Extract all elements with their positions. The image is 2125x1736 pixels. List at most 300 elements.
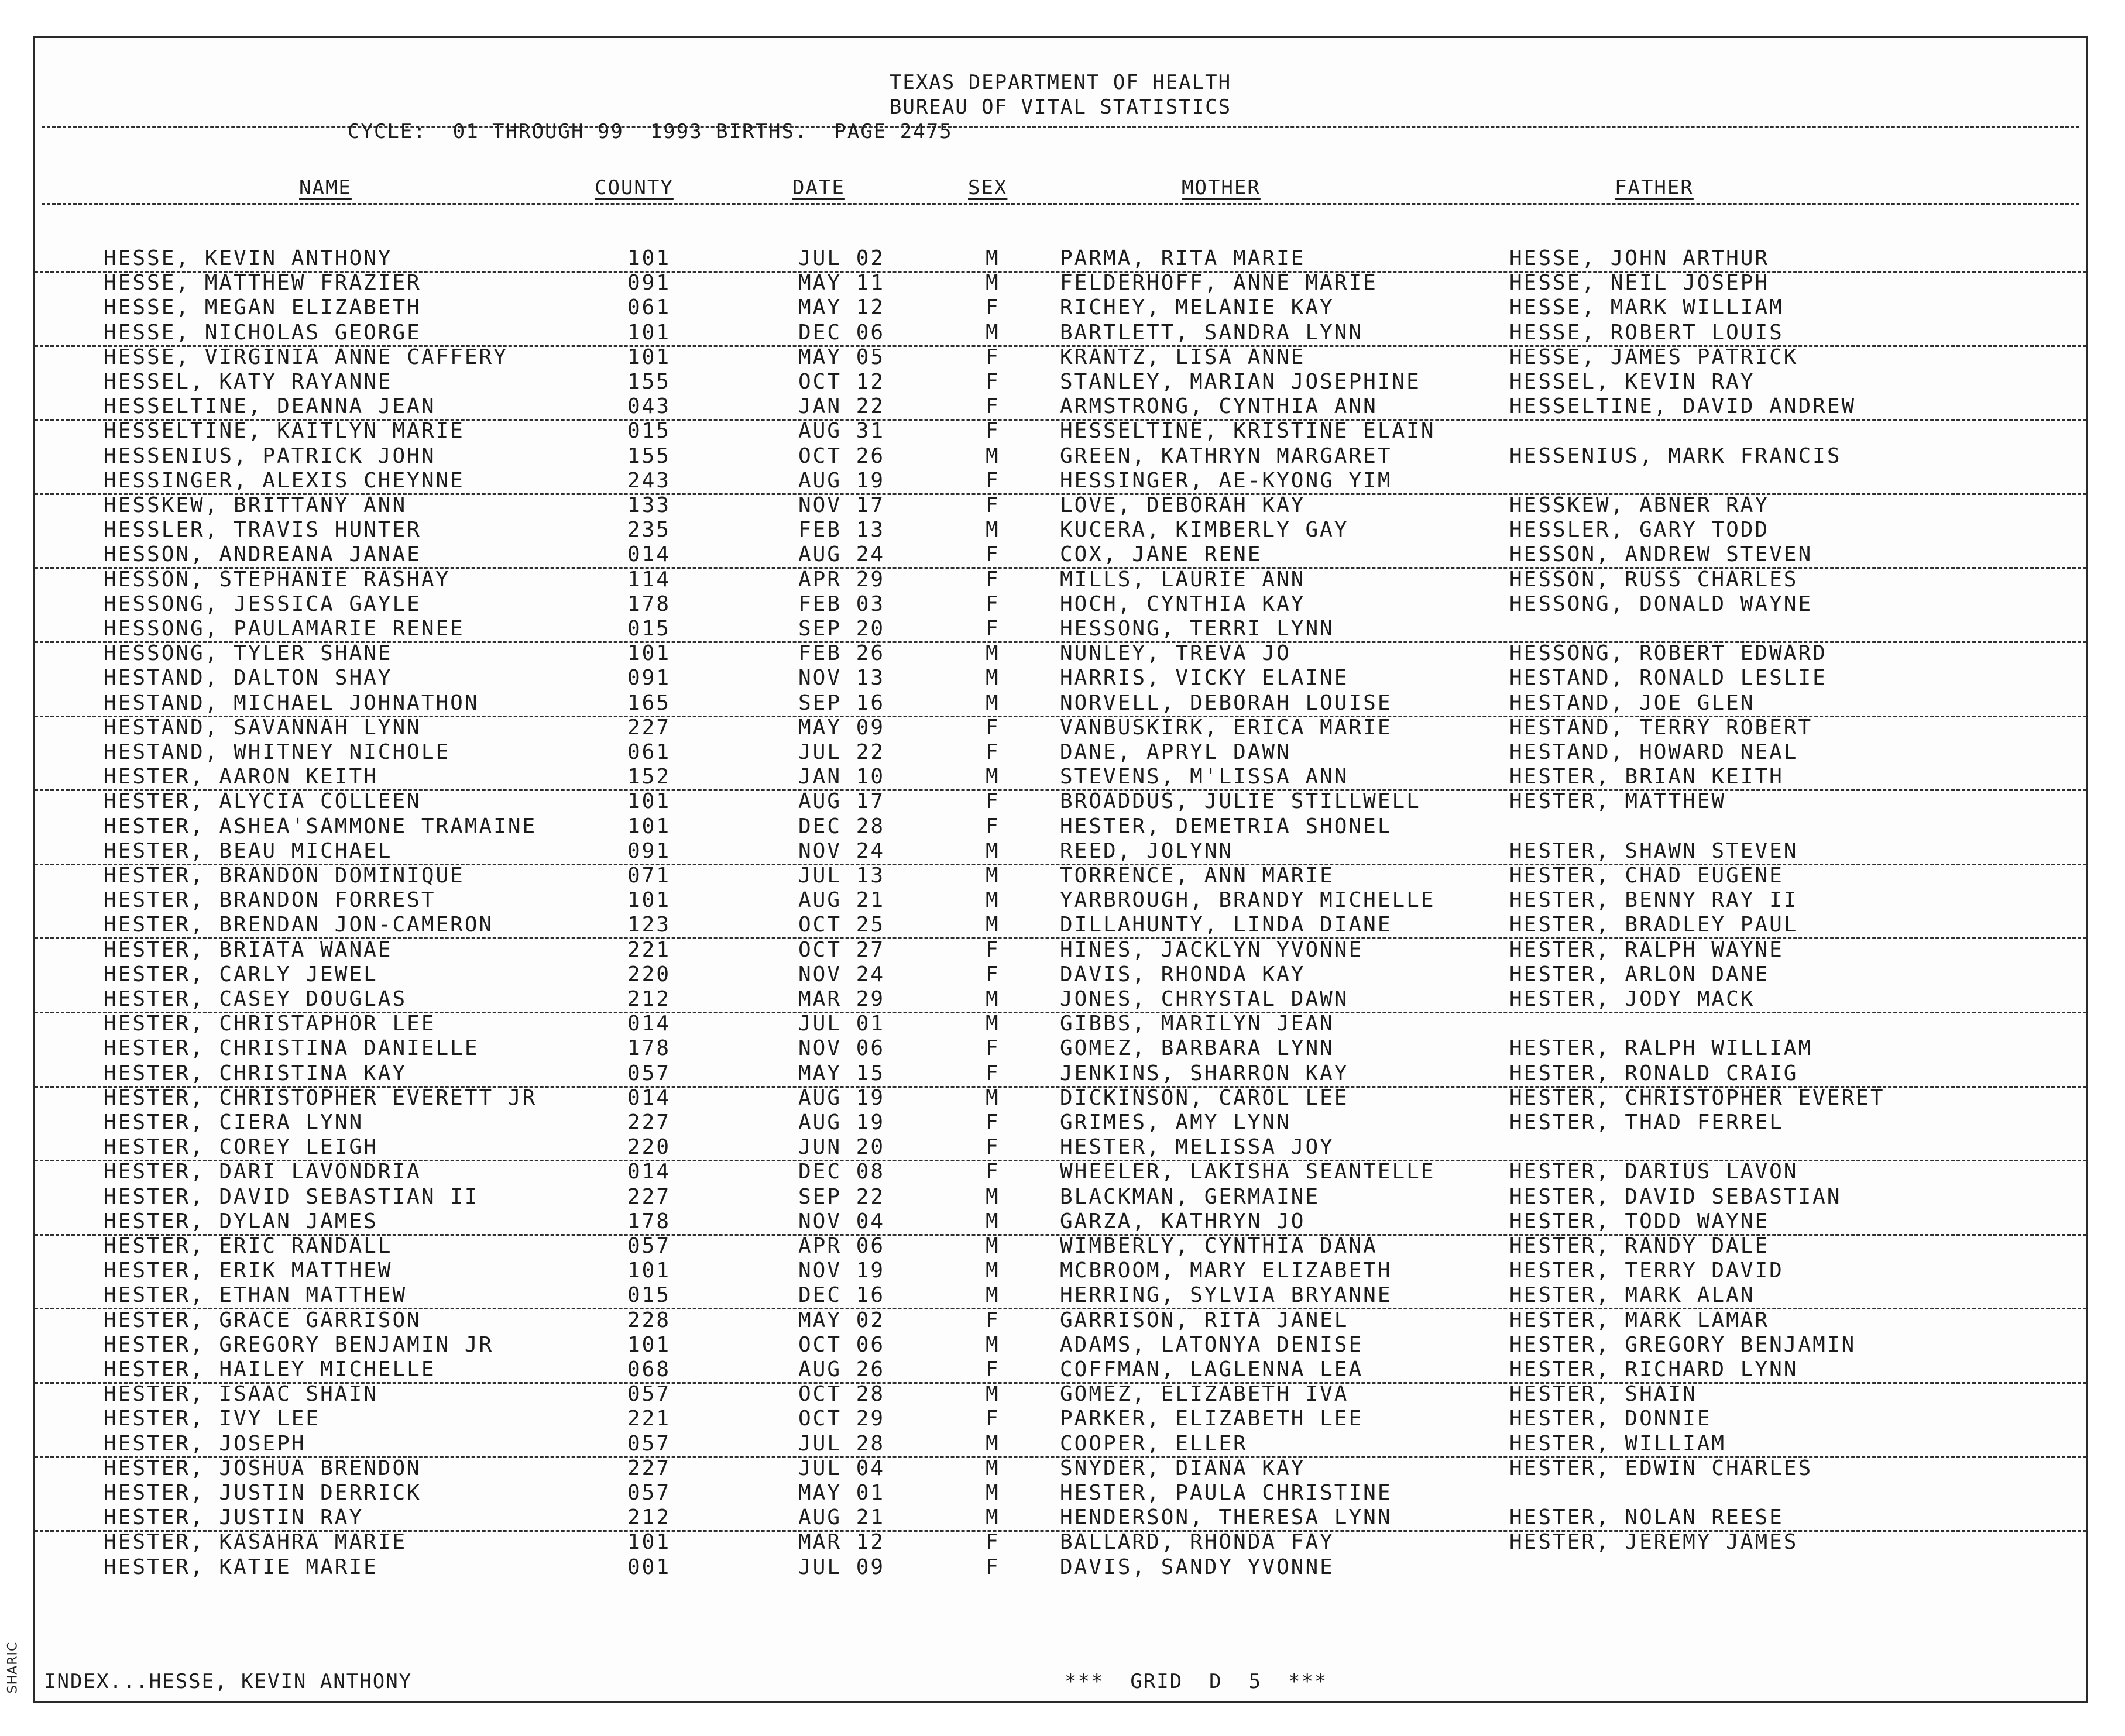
table-row	[35, 1160, 2086, 1184]
date-cell: DEC 16	[798, 1283, 885, 1308]
mother-cell: BALLARD, RHONDA FAY	[1060, 1530, 1334, 1555]
county-cell: 101	[627, 345, 671, 369]
table-row	[35, 716, 2086, 740]
name-cell: HESTER, AARON KEITH	[104, 765, 378, 789]
sex-cell: M	[986, 1234, 1000, 1258]
county-cell: 101	[627, 1259, 671, 1283]
table-row	[35, 1505, 2086, 1532]
mother-cell: YARBROUGH, BRANDY MICHELLE	[1060, 888, 1436, 913]
county-cell: 068	[627, 1357, 671, 1381]
county-cell: 091	[627, 666, 671, 690]
name-cell: HESTER, CHRISTINA KAY	[104, 1061, 407, 1085]
table-row	[35, 1209, 2086, 1236]
date-cell: SEP 20	[798, 617, 885, 641]
name-cell: HESTER, KASAHRA MARIE	[104, 1530, 407, 1555]
date-cell: OCT 28	[798, 1382, 885, 1407]
sex-cell: F	[986, 962, 1000, 986]
date-cell: DEC 06	[798, 320, 885, 345]
table-row	[35, 493, 2086, 518]
name-cell: HESSEL, KATY RAYANNE	[104, 370, 393, 394]
date-cell: AUG 19	[798, 1111, 885, 1135]
table-row	[35, 864, 2086, 888]
date-cell: AUG 31	[798, 419, 885, 444]
mother-cell: HESSINGER, AE-KYONG YIM	[1060, 468, 1392, 493]
sex-cell: M	[986, 888, 1000, 913]
county-cell: 212	[627, 987, 671, 1011]
table-row	[35, 1555, 2086, 1580]
mother-cell: TORRENCE, ANN MARIE	[1060, 864, 1334, 888]
name-cell: HESTER, CHRISTAPHOR LEE	[104, 1012, 436, 1036]
mother-cell: WHEELER, LAKISHA SEANTELLE	[1060, 1160, 1436, 1184]
county-cell: 057	[627, 1481, 671, 1505]
father-cell: HESSONG, ROBERT EDWARD	[1509, 641, 1827, 666]
mother-cell: GIBBS, MARILYN JEAN	[1060, 1012, 1334, 1036]
father-cell: HESSONG, DONALD WAYNE	[1509, 592, 1813, 616]
father-cell: HESTER, RALPH WAYNE	[1509, 937, 1784, 962]
mother-cell: GOMEZ, BARBARA LYNN	[1060, 1036, 1334, 1061]
name-cell: HESSE, VIRGINIA ANNE CAFFERY	[104, 345, 508, 369]
name-cell: HESTAND, MICHAEL JOHNATHON	[104, 690, 479, 715]
mother-cell: GARZA, KATHRYN JO	[1060, 1209, 1306, 1233]
table-row	[35, 568, 2086, 592]
county-cell: 221	[627, 1407, 671, 1431]
date-cell: FEB 13	[798, 518, 885, 542]
date-cell: JUL 22	[798, 740, 885, 764]
sex-cell: F	[986, 1308, 1000, 1332]
county-cell: 061	[627, 295, 671, 320]
name-cell: HESTER, GRACE GARRISON	[104, 1308, 421, 1332]
name-cell: HESSELTINE, DEANNA JEAN	[104, 394, 436, 419]
county-cell: 227	[627, 1111, 671, 1135]
father-cell: HESSE, JAMES PATRICK	[1509, 345, 1798, 369]
name-cell: HESTAND, SAVANNAH LYNN	[104, 715, 421, 740]
father-cell: HESTER, NOLAN REESE	[1509, 1505, 1784, 1530]
county-cell: 227	[627, 1456, 671, 1480]
mother-cell: KUCERA, KIMBERLY GAY	[1060, 518, 1349, 542]
mother-cell: DILLAHUNTY, LINDA DIANE	[1060, 913, 1392, 937]
sex-cell: M	[986, 246, 1000, 270]
name-cell: HESTAND, DALTON SHAY	[104, 666, 393, 690]
sex-cell: F	[986, 1036, 1000, 1061]
father-cell: HESTER, BENNY RAY II	[1509, 888, 1798, 913]
name-cell: HESTER, ASHEA'SAMMONE TRAMAINE	[104, 814, 537, 838]
date-cell: MAY 12	[798, 295, 885, 320]
date-cell: JUL 13	[798, 864, 885, 888]
sex-cell: M	[986, 1085, 1000, 1110]
name-cell: HESTER, CHRISTINA DANIELLE	[104, 1036, 479, 1061]
county-cell: 101	[627, 814, 671, 838]
table-row	[35, 691, 2086, 717]
table-row	[35, 1456, 2086, 1481]
mother-cell: HESTER, DEMETRIA SHONEL	[1060, 814, 1392, 838]
table-row	[35, 938, 2086, 962]
table-row	[35, 1357, 2086, 1384]
sex-cell: F	[986, 715, 1000, 740]
table-row	[35, 1185, 2086, 1209]
sex-cell: M	[986, 1505, 1000, 1530]
date-cell: JUL 09	[798, 1555, 885, 1579]
sex-cell: F	[986, 1061, 1000, 1085]
sex-cell: F	[986, 1407, 1000, 1431]
mother-cell: GRIMES, AMY LYNN	[1060, 1111, 1291, 1135]
column-header-date: DATE	[792, 176, 845, 200]
mother-cell: DANE, APRYL DAWN	[1060, 740, 1291, 764]
mother-cell: BLACKMAN, GERMAINE	[1060, 1184, 1320, 1209]
sex-cell: F	[986, 419, 1000, 444]
table-row	[35, 814, 2086, 839]
column-header-county: COUNTY	[595, 176, 674, 200]
county-cell: 155	[627, 370, 671, 394]
name-cell: HESSE, KEVIN ANTHONY	[104, 246, 393, 270]
table-row	[35, 1135, 2086, 1161]
table-row	[35, 913, 2086, 939]
county-cell: 165	[627, 690, 671, 715]
father-cell: HESSE, MARK WILLIAM	[1509, 295, 1784, 320]
name-cell: HESTER, ERIC RANDALL	[104, 1234, 393, 1258]
name-cell: HESTER, CHRISTOPHER EVERETT JR	[104, 1085, 537, 1110]
name-cell: HESTER, COREY LEIGH	[104, 1135, 378, 1160]
name-cell: HESTER, CARLY JEWEL	[104, 962, 378, 986]
mother-cell: MCBROOM, MARY ELIZABETH	[1060, 1259, 1392, 1283]
table-row	[35, 1407, 2086, 1431]
county-cell: 133	[627, 493, 671, 517]
name-cell: HESTER, IVY LEE	[104, 1407, 321, 1431]
sex-cell: F	[986, 937, 1000, 962]
mother-cell: ARMSTRONG, CYNTHIA ANN	[1060, 394, 1378, 419]
father-cell: HESTER, RONALD CRAIG	[1509, 1061, 1798, 1085]
mother-cell: PARMA, RITA MARIE	[1060, 246, 1306, 270]
mother-cell: COOPER, ELLER	[1060, 1431, 1248, 1456]
county-cell: 101	[627, 888, 671, 913]
father-cell: HESTER, BRADLEY PAUL	[1509, 913, 1798, 937]
table-row	[35, 592, 2086, 617]
sex-cell: F	[986, 370, 1000, 394]
bureau-title: BUREAU OF VITAL STATISTICS	[889, 95, 1232, 119]
table-row	[35, 321, 2086, 347]
name-cell: HESSENIUS, PATRICK JOHN	[104, 444, 436, 468]
county-cell: 227	[627, 715, 671, 740]
mother-cell: GREEN, KATHRYN MARGARET	[1060, 444, 1392, 468]
father-cell: HESSELTINE, DAVID ANDREW	[1509, 394, 1856, 419]
name-cell: HESSONG, JESSICA GAYLE	[104, 592, 421, 616]
index-footer: INDEX...HESSE, KEVIN ANTHONY	[44, 1670, 413, 1693]
mother-cell: HESTER, PAULA CHRISTINE	[1060, 1481, 1392, 1505]
table-row	[35, 469, 2086, 495]
sex-cell: M	[986, 1431, 1000, 1456]
grid-footer: *** GRID D 5 ***	[1065, 1670, 1328, 1693]
father-cell: HESTER, MARK ALAN	[1509, 1283, 1755, 1308]
table-row	[35, 641, 2086, 666]
county-cell: 178	[627, 1209, 671, 1233]
sex-cell: M	[986, 1184, 1000, 1209]
name-cell: HESSON, STEPHANIE RASHAY	[104, 567, 451, 592]
county-cell: 235	[627, 518, 671, 542]
name-cell: HESTER, HAILEY MICHELLE	[104, 1357, 436, 1381]
table-row	[35, 1259, 2086, 1283]
county-cell: 071	[627, 864, 671, 888]
mother-cell: COX, JANE RENE	[1060, 542, 1262, 567]
table-row	[35, 295, 2086, 320]
county-cell: 178	[627, 1036, 671, 1061]
date-cell: NOV 24	[798, 962, 885, 986]
table-row	[35, 839, 2086, 865]
date-cell: OCT 25	[798, 913, 885, 937]
mother-cell: KRANTZ, LISA ANNE	[1060, 345, 1306, 369]
father-cell: HESSE, JOHN ARTHUR	[1509, 246, 1770, 270]
sex-cell: M	[986, 1481, 1000, 1505]
date-cell: JUL 28	[798, 1431, 885, 1456]
mother-cell: HOCH, CYNTHIA KAY	[1060, 592, 1306, 616]
sex-cell: F	[986, 1555, 1000, 1579]
father-cell: HESSKEW, ABNER RAY	[1509, 493, 1770, 517]
header-rule-bottom	[42, 203, 2079, 205]
name-cell: HESSELTINE, KAITLYN MARIE	[104, 419, 465, 444]
sex-cell: F	[986, 493, 1000, 517]
name-cell: HESTER, CASEY DOUGLAS	[104, 987, 407, 1011]
sex-cell: M	[986, 765, 1000, 789]
table-row	[35, 394, 2086, 421]
name-cell: HESTER, ISAAC SHAIN	[104, 1382, 378, 1407]
sex-cell: M	[986, 690, 1000, 715]
table-row	[35, 1481, 2086, 1505]
father-cell: HESTER, THAD FERREL	[1509, 1111, 1784, 1135]
date-cell: SEP 22	[798, 1184, 885, 1209]
sex-cell: M	[986, 1382, 1000, 1407]
sex-cell: F	[986, 468, 1000, 493]
table-row	[35, 345, 2086, 370]
county-cell: 015	[627, 617, 671, 641]
mother-cell: ADAMS, LATONYA DENISE	[1060, 1332, 1364, 1357]
table-row	[35, 765, 2086, 791]
table-row	[35, 740, 2086, 765]
county-cell: 152	[627, 765, 671, 789]
father-cell: HESSE, ROBERT LOUIS	[1509, 320, 1784, 345]
date-cell: MAY 01	[798, 1481, 885, 1505]
county-cell: 043	[627, 394, 671, 419]
mother-cell: DAVIS, SANDY YVONNE	[1060, 1555, 1334, 1579]
mother-cell: VANBUSKIRK, ERICA MARIE	[1060, 715, 1392, 740]
sex-cell: M	[986, 987, 1000, 1011]
county-cell: 057	[627, 1234, 671, 1258]
name-cell: HESTAND, WHITNEY NICHOLE	[104, 740, 451, 764]
county-cell: 057	[627, 1431, 671, 1456]
name-cell: HESSKEW, BRITTANY ANN	[104, 493, 407, 517]
father-cell: HESSON, RUSS CHARLES	[1509, 567, 1798, 592]
sex-cell: F	[986, 542, 1000, 567]
father-cell: HESTER, RICHARD LYNN	[1509, 1357, 1798, 1381]
father-cell: HESTER, BRIAN KEITH	[1509, 765, 1784, 789]
date-cell: FEB 03	[798, 592, 885, 616]
father-cell: HESSON, ANDREW STEVEN	[1509, 542, 1813, 567]
sex-cell: M	[986, 271, 1000, 295]
county-cell: 178	[627, 592, 671, 616]
father-cell: HESTER, CHAD EUGENE	[1509, 864, 1784, 888]
table-row	[35, 542, 2086, 569]
name-cell: HESTER, JUSTIN DERRICK	[104, 1481, 421, 1505]
sex-cell: M	[986, 320, 1000, 345]
county-cell: 014	[627, 1012, 671, 1036]
father-cell: HESTAND, RONALD LESLIE	[1509, 666, 1827, 690]
father-cell: HESTER, DAVID SEBASTIAN	[1509, 1184, 1842, 1209]
date-cell: NOV 04	[798, 1209, 885, 1233]
mother-cell: JENKINS, SHARRON KAY	[1060, 1061, 1349, 1085]
table-row	[35, 1283, 2086, 1309]
table-row	[35, 1111, 2086, 1135]
mother-cell: LOVE, DEBORAH KAY	[1060, 493, 1306, 517]
mother-cell: STANLEY, MARIAN JOSEPHINE	[1060, 370, 1421, 394]
date-cell: OCT 29	[798, 1407, 885, 1431]
father-cell: HESTER, RANDY DALE	[1509, 1234, 1770, 1258]
mother-cell: FELDERHOFF, ANNE MARIE	[1060, 271, 1378, 295]
county-cell: 015	[627, 1283, 671, 1308]
table-row	[35, 271, 2086, 295]
sex-cell: F	[986, 814, 1000, 838]
father-cell: HESTER, GREGORY BENJAMIN	[1509, 1332, 1856, 1357]
mother-cell: BARTLETT, SANDRA LYNN	[1060, 320, 1364, 345]
date-cell: AUG 19	[798, 1085, 885, 1110]
date-cell: JAN 10	[798, 765, 885, 789]
sex-cell: M	[986, 641, 1000, 666]
date-cell: NOV 24	[798, 838, 885, 863]
name-cell: HESSE, MATTHEW FRAZIER	[104, 271, 421, 295]
father-cell: HESTAND, JOE GLEN	[1509, 690, 1755, 715]
date-cell: JUL 01	[798, 1012, 885, 1036]
sex-cell: M	[986, 444, 1000, 468]
father-cell: HESTER, MATTHEW	[1509, 789, 1726, 814]
date-cell: JAN 22	[798, 394, 885, 419]
sex-cell: F	[986, 1111, 1000, 1135]
county-cell: 114	[627, 567, 671, 592]
mother-cell: COFFMAN, LAGLENNA LEA	[1060, 1357, 1364, 1381]
sex-cell: F	[986, 345, 1000, 369]
county-cell: 228	[627, 1308, 671, 1332]
mother-cell: RICHEY, MELANIE KAY	[1060, 295, 1334, 320]
county-cell: 057	[627, 1382, 671, 1407]
table-row	[35, 888, 2086, 913]
father-cell: HESTER, EDWIN CHARLES	[1509, 1456, 1813, 1480]
mother-cell: JONES, CHRYSTAL DAWN	[1060, 987, 1349, 1011]
table-row	[35, 518, 2086, 542]
date-cell: AUG 21	[798, 1505, 885, 1530]
date-cell: NOV 17	[798, 493, 885, 517]
date-cell: OCT 26	[798, 444, 885, 468]
father-cell: HESTER, WILLIAM	[1509, 1431, 1726, 1456]
county-cell: 221	[627, 937, 671, 962]
county-cell: 014	[627, 1085, 671, 1110]
county-cell: 091	[627, 838, 671, 863]
date-cell: AUG 24	[798, 542, 885, 567]
father-cell: HESTAND, HOWARD NEAL	[1509, 740, 1798, 764]
county-cell: 101	[627, 246, 671, 270]
table-row	[35, 1308, 2086, 1333]
mother-cell: GARRISON, RITA JANEL	[1060, 1308, 1349, 1332]
date-cell: FEB 26	[798, 641, 885, 666]
mother-cell: BROADDUS, JULIE STILLWELL	[1060, 789, 1421, 814]
county-cell: 061	[627, 740, 671, 764]
father-cell: HESSEL, KEVIN RAY	[1509, 370, 1755, 394]
county-cell: 001	[627, 1555, 671, 1579]
sex-cell: M	[986, 864, 1000, 888]
column-header-sex: SEX	[968, 176, 1008, 200]
county-cell: 091	[627, 271, 671, 295]
date-cell: AUG 17	[798, 789, 885, 814]
mother-cell: HENDERSON, THERESA LYNN	[1060, 1505, 1392, 1530]
county-cell: 101	[627, 789, 671, 814]
table-row	[35, 1432, 2086, 1458]
sex-cell: F	[986, 617, 1000, 641]
date-cell: SEP 16	[798, 690, 885, 715]
name-cell: HESSONG, PAULAMARIE RENEE	[104, 617, 465, 641]
father-cell: HESTER, DONNIE	[1509, 1407, 1712, 1431]
father-cell: HESTER, CHRISTOPHER EVERET	[1509, 1085, 1885, 1110]
name-cell: HESTER, JOSEPH	[104, 1431, 306, 1456]
mother-cell: HERRING, SYLVIA BRYANNE	[1060, 1283, 1392, 1308]
date-cell: JUN 20	[798, 1135, 885, 1160]
date-cell: AUG 19	[798, 468, 885, 493]
sex-cell: F	[986, 1357, 1000, 1381]
column-header-father: FATHER	[1615, 176, 1694, 200]
table-row	[35, 1333, 2086, 1357]
name-cell: HESSONG, TYLER SHANE	[104, 641, 393, 666]
table-row	[35, 1036, 2086, 1061]
county-cell: 014	[627, 542, 671, 567]
mother-cell: GOMEZ, ELIZABETH IVA	[1060, 1382, 1349, 1407]
table-row	[35, 1530, 2086, 1555]
name-cell: HESTER, ERIK MATTHEW	[104, 1259, 393, 1283]
father-cell: HESSENIUS, MARK FRANCIS	[1509, 444, 1842, 468]
mother-cell: HESSONG, TERRI LYNN	[1060, 617, 1334, 641]
date-cell: DEC 08	[798, 1160, 885, 1184]
date-cell: MAR 12	[798, 1530, 885, 1555]
father-cell: HESSE, NEIL JOSEPH	[1509, 271, 1770, 295]
date-cell: NOV 06	[798, 1036, 885, 1061]
mother-cell: DAVIS, RHONDA KAY	[1060, 962, 1306, 986]
date-cell: OCT 06	[798, 1332, 885, 1357]
mother-cell: REED, JOLYNN	[1060, 838, 1234, 863]
name-cell: HESTER, JUSTIN RAY	[104, 1505, 364, 1530]
county-cell: 101	[627, 1332, 671, 1357]
sex-cell: M	[986, 838, 1000, 863]
table-row	[35, 1234, 2086, 1259]
county-cell: 227	[627, 1184, 671, 1209]
column-header-mother: MOTHER	[1182, 176, 1261, 200]
father-cell: HESTER, ARLON DANE	[1509, 962, 1770, 986]
father-cell: HESTER, DARIUS LAVON	[1509, 1160, 1798, 1184]
sex-cell: F	[986, 394, 1000, 419]
name-cell: HESTER, BRENDAN JON-CAMERON	[104, 913, 494, 937]
county-cell: 212	[627, 1505, 671, 1530]
name-cell: HESSLER, TRAVIS HUNTER	[104, 518, 421, 542]
name-cell: HESTER, ETHAN MATTHEW	[104, 1283, 407, 1308]
sex-cell: M	[986, 1259, 1000, 1283]
date-cell: APR 06	[798, 1234, 885, 1258]
date-cell: JUL 02	[798, 246, 885, 270]
sex-cell: M	[986, 666, 1000, 690]
sex-cell: M	[986, 1012, 1000, 1036]
county-cell: 243	[627, 468, 671, 493]
name-cell: HESSE, NICHOLAS GEORGE	[104, 320, 421, 345]
table-row	[35, 987, 2086, 1013]
table-row	[35, 1061, 2086, 1088]
date-cell: JUL 04	[798, 1456, 885, 1480]
date-cell: OCT 12	[798, 370, 885, 394]
name-cell: HESTER, DYLAN JAMES	[104, 1209, 378, 1233]
mother-cell: HESTER, MELISSA JOY	[1060, 1135, 1334, 1160]
name-cell: HESTER, BRANDON FORREST	[104, 888, 436, 913]
father-cell: HESSLER, GARY TODD	[1509, 518, 1770, 542]
sex-cell: M	[986, 1332, 1000, 1357]
mother-cell: PARKER, ELIZABETH LEE	[1060, 1407, 1364, 1431]
